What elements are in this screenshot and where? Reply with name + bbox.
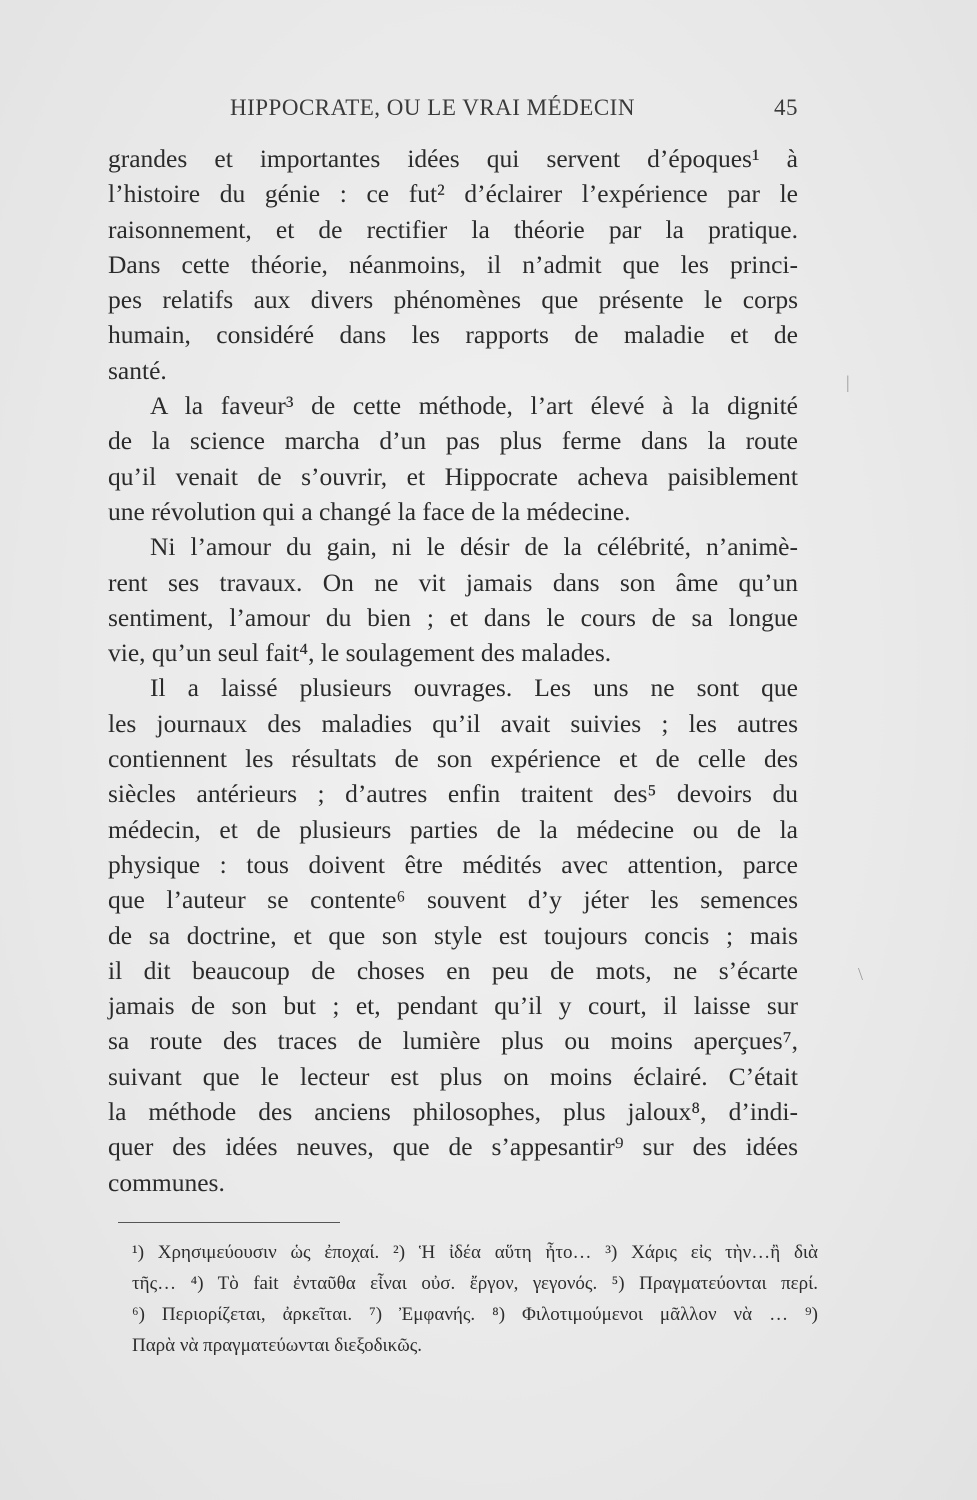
text-line: Ni l’amour du gain, ni le désir de la célébrité, n’animè- [150,532,798,562]
margin-mark: | [846,372,850,392]
text-line: suivant que le lecteur est plus on moins éclairé. C’était [108,1061,798,1091]
text-line: qu’il venait de s’ouvrir, et Hippocrate acheva paisiblement [108,461,798,491]
text-line: vie, qu’un seul fait⁴, le soulagement des malades. [108,638,612,668]
text-line: l’histoire du génie : ce fut² d’éclairer l’expérience par le [108,179,798,209]
text-line: quer des idées neuves, que de s’appesantir⁹ sur des idées [108,1132,798,1162]
page-number: 45 [774,95,798,120]
text-line: de sa doctrine, et que son style est toujours concis ; mais [108,920,798,950]
text-line: que l’auteur se contente⁶ souvent d’y jéter les semences [108,885,798,915]
text-line: santé. [108,355,167,385]
text-line: sentiment, l’amour du bien ; et dans le cours de sa longue [108,602,798,632]
margin-mark: \ [858,964,864,984]
text-line: médecin, et de plusieurs parties de la médecine ou de la [108,814,798,844]
footnote-line: ⁶) Περιορίζεται, ἀρκεῖται. ⁷) Ἐμφανής. ⁸) Φιλοτιμούμενοι μᾶλλον νὰ … ⁹) [132,1304,818,1325]
text-line: A la faveur³ de cette méthode, l’art élevé à la dignité [150,391,798,421]
running-head-title: HIPPOCRATE, OU LE VRAI MÉDECIN [230,95,635,120]
running-head [108,95,798,129]
footnote-separator [118,1222,340,1223]
footnotes [132,1237,818,1361]
footnote-line: τῆς… ⁴) Τὸ fait ἐνταῦθα εἶναι οὐσ. ἔργον, γεγονός. ⁵) Πραγματεύονται περί. [132,1273,818,1294]
main-text [108,141,798,1200]
text-line: sa route des traces de lumière plus ou moins aperçues⁷, [108,1026,798,1056]
text-line: jamais de son but ; et, pendant qu’il y court, il laisse sur [108,991,798,1021]
footnote-line: ¹) Χρησιμεύουσιν ὡς ἐποχαί. ²) Ἡ ἰδέα αὕτη ἦτο… ³) Χάρις εἰς τὴν…ἢ διὰ [132,1242,818,1263]
text-line: Il a laissé plusieurs ouvrages. Les uns ne sont que [150,673,798,703]
text-line: raisonnement, et de rectifier la théorie par la pratique. [108,214,798,244]
text-line: siècles antérieurs ; d’autres enfin traitent des⁵ devoirs du [108,779,798,809]
text-line: contiennent les résultats de son expérience et de celle des [108,744,798,774]
text-line: il dit beaucoup de choses en peu de mots, ne s’écarte [108,955,798,985]
text-line: la méthode des anciens philosophes, plus jaloux⁸, d’indi- [108,1097,798,1127]
text-line: grandes et importantes idées qui servent d’époques¹ à [108,144,798,173]
footnote-line: Παρὰ νὰ πραγματεύωνται διεξοδικῶς. [132,1335,423,1356]
text-line: Dans cette théorie, néanmoins, il n’admit que les princi- [108,249,798,279]
text-line: communes. [108,1167,225,1197]
text-line: rent ses travaux. On ne vit jamais dans son âme qu’un [108,567,798,597]
text-line: pes relatifs aux divers phénomènes que présente le corps [108,285,798,315]
text-line: de la science marcha d’un pas plus ferme dans la route [108,426,798,456]
text-line: humain, considéré dans les rapports de maladie et de [108,320,798,350]
text-line: une révolution qui a changé la face de la médecine. [108,496,631,526]
text-line: les journaux des maladies qu’il avait suivies ; les autres [108,708,798,738]
text-line: physique : tous doivent être médités avec attention, parce [108,849,798,879]
